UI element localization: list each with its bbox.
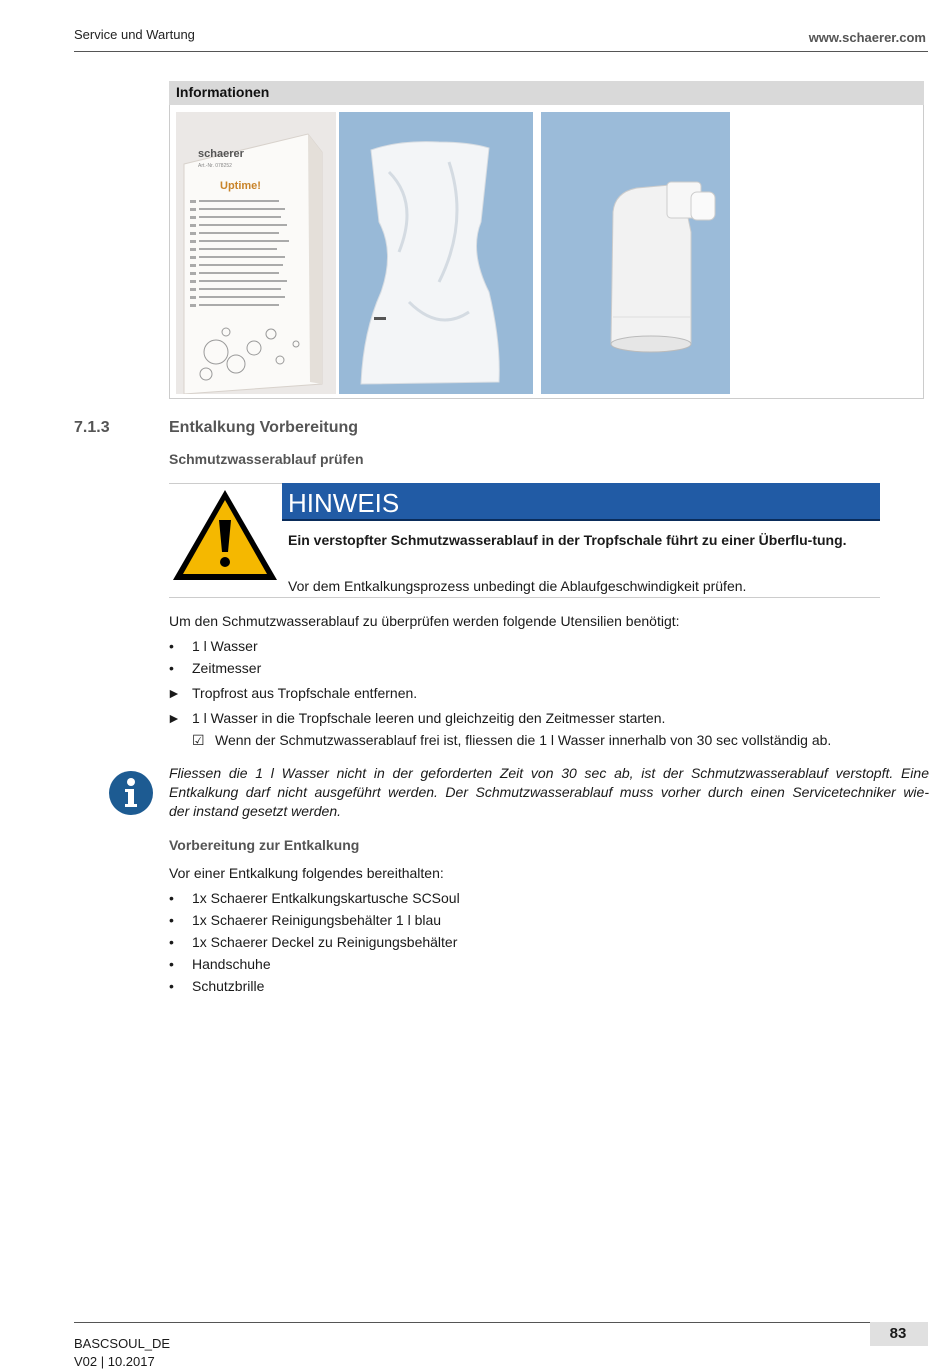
info-note-line: Entkalkung darf nicht ausgeführt werden. Der Schmutzwasserablauf muss vorher durch einen Servicetechniker wie- (169, 784, 929, 800)
list-item: 1x Schaerer Reinigungsbehälter 1 l blau (192, 912, 442, 928)
footer-version: V02 | 10.2017 (74, 1354, 155, 1369)
info-note-line: Fliessen die 1 l Wasser nicht in der geforderten Zeit von 30 sec ab, ist der Schmutzwasserablauf verstopft. Eine (169, 765, 929, 781)
header-section-title: Service und Wartung (74, 27, 195, 42)
photo-brand-text: schaerer (198, 148, 244, 160)
step-result: Wenn der Schmutzwasserablauf frei ist, fliessen die 1 l Wasser innerhalb von 30 sec vollständig ab. (215, 732, 832, 748)
notice-text: Vor dem Entkalkungsprozess unbedingt die Ablaufgeschwindigkeit prüfen. (288, 578, 747, 594)
bullet-icon: • (169, 660, 174, 676)
bullet-icon: • (169, 978, 174, 994)
info-note (169, 764, 929, 821)
preparation-intro: Vor einer Entkalkung folgendes bereithalten: (169, 865, 444, 881)
list-item: 1x Schaerer Deckel zu Reinigungsbehälter (192, 934, 458, 950)
utensils-intro: Um den Schmutzwasserablauf zu überprüfen werden folgende Utensilien benötigt: (169, 613, 680, 629)
notice-label: HINWEIS (288, 488, 400, 518)
header-website[interactable]: www.schaerer.com (808, 30, 926, 45)
photo-product-text: Uptime! (220, 180, 261, 192)
footer-document-id: BASCSOUL_DE (74, 1336, 171, 1351)
subheading-drain-check: Schmutzwasserablauf prüfen (169, 451, 364, 467)
bullet-icon: • (169, 912, 174, 928)
step-item: 1 l Wasser in die Tropfschale leeren und gleichzeitig den Zeitmesser starten. (192, 710, 666, 726)
step-arrow-icon: ► (167, 710, 181, 726)
section-number: 7.1.3 (74, 419, 110, 436)
info-note-line: der instand gesetzt werden. (169, 803, 341, 819)
photo-foil-bag (339, 112, 533, 394)
subheading-preparation: Vorbereitung zur Entkalkung (169, 837, 360, 853)
page-number: 83 (889, 1325, 907, 1342)
bullet-icon: • (169, 956, 174, 972)
info-box-title: Informationen (176, 84, 270, 100)
step-item: Tropfrost aus Tropfschale entfernen. (192, 685, 418, 701)
list-item: Zeitmesser (192, 660, 262, 676)
list-item: 1 l Wasser (192, 638, 258, 654)
photo-cartridge (541, 112, 730, 394)
bullet-icon: • (169, 934, 174, 950)
footer-divider (74, 1322, 928, 1323)
step-arrow-icon: ► (167, 685, 181, 701)
warning-triangle-icon (169, 486, 281, 586)
notice-bottom-rule (169, 597, 880, 598)
list-item: Handschuhe (192, 956, 271, 972)
bullet-icon: • (169, 638, 174, 654)
notice-bold-text: Ein verstopfter Schmutzwasserablauf in der Tropfschale führt zu einer Überflu-tung. (288, 532, 847, 548)
header-divider (74, 51, 928, 52)
checkbox-checked-icon: ☑ (192, 732, 205, 748)
list-item: Schutzbrille (192, 978, 265, 994)
bullet-icon: • (169, 890, 174, 906)
section-title: Entkalkung Vorbereitung (169, 419, 359, 436)
info-box-header (169, 81, 924, 105)
list-item: 1x Schaerer Entkalkungskartusche SCSoul (192, 890, 460, 906)
info-icon (108, 770, 154, 816)
photo-uptime-box (176, 112, 336, 394)
photo-article-text: Art.-Nr. 078252 (198, 163, 232, 169)
